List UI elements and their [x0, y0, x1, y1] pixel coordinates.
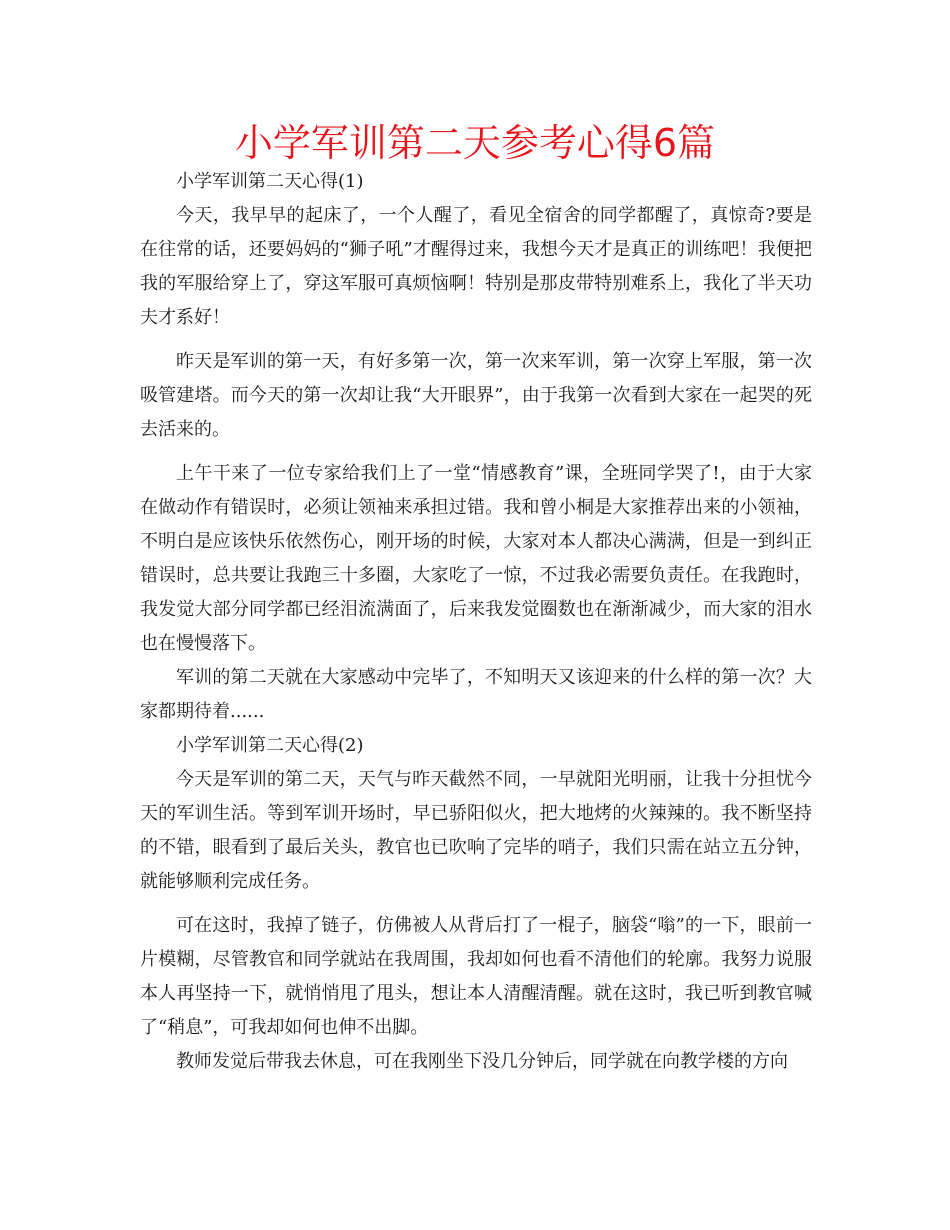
- document-body: [140, 165, 812, 1079]
- section-heading-2: 小学军训第二天心得(2): [176, 735, 364, 756]
- paragraph: 上午干来了一位专家给我们上了一堂“情感教育”课，全班同学哭了!，由于大家在做动作有错误时，必须让领袖来承担过错。我和曾小桐是大家推荐出来的小领袖，不明白是应该快乐依然伤心，刚开场的时候，大家对本人都决心满满，但是一到纠正错误时，总共要让我跑三十多圈，大家吃了一惊，不过我必需要负责任。在我跑时，我发觉大部分同学都已经泪流满面了，后来我发觉圈数也在渐渐减少，而大家的泪水也在慢慢落下。: [140, 463, 812, 654]
- paragraph: 教师发觉后带我去休息，可在我刚坐下没几分钟后，同学就在向教学楼的方向: [176, 1051, 788, 1072]
- document-title: 小学军训第二天参考心得6篇: [234, 121, 716, 165]
- paragraph: 可在这时，我掉了链子，仿佛被人从背后打了一棍子，脑袋“嗡”的一下，眼前一片模糊，尽管教官和同学就站在我周围，我却如何也看不清他们的轮廓。我努力说服本人再坚持一下，就悄悄甩了甩头，想让本人清醒清醒。就在这时，我已听到教官喊了“稍息”，可我却如何也伸不出脚。: [140, 915, 812, 1038]
- paragraph: 军训的第二天就在大家感动中完毕了，不知明天又该迎来的什么样的第一次？大家都期待着......: [140, 667, 812, 722]
- paragraph: 今天是军训的第二天，天气与昨天截然不同，一早就阳光明丽，让我十分担忧今天的军训生活。等到军训开场时，早已骄阳似火，把大地烤的火辣辣的。我不断坚持的不错，眼看到了最后关头，教官也已吹响了完毕的哨子，我们只需在站立五分钟，就能够顺利完成任务。: [140, 769, 812, 892]
- paragraph: 今天，我早早的起床了，一个人醒了，看见全宿舍的同学都醒了，真惊奇?要是在往常的话，还要妈妈的“狮子吼”才醒得过来，我想今天才是真正的训练吧！我便把我的军服给穿上了，穿这军服可真烦恼啊！特别是那皮带特别难系上，我化了半天功夫才系好！: [140, 205, 812, 328]
- section-heading-1: 小学军训第二天心得(1): [176, 171, 364, 192]
- paragraph: 昨天是军训的第一天，有好多第一次，第一次来军训，第一次穿上军服，第一次吸管建塔。而今天的第一次却让我“大开眼界”，由于我第一次看到大家在一起哭的死去活来的。: [140, 351, 812, 440]
